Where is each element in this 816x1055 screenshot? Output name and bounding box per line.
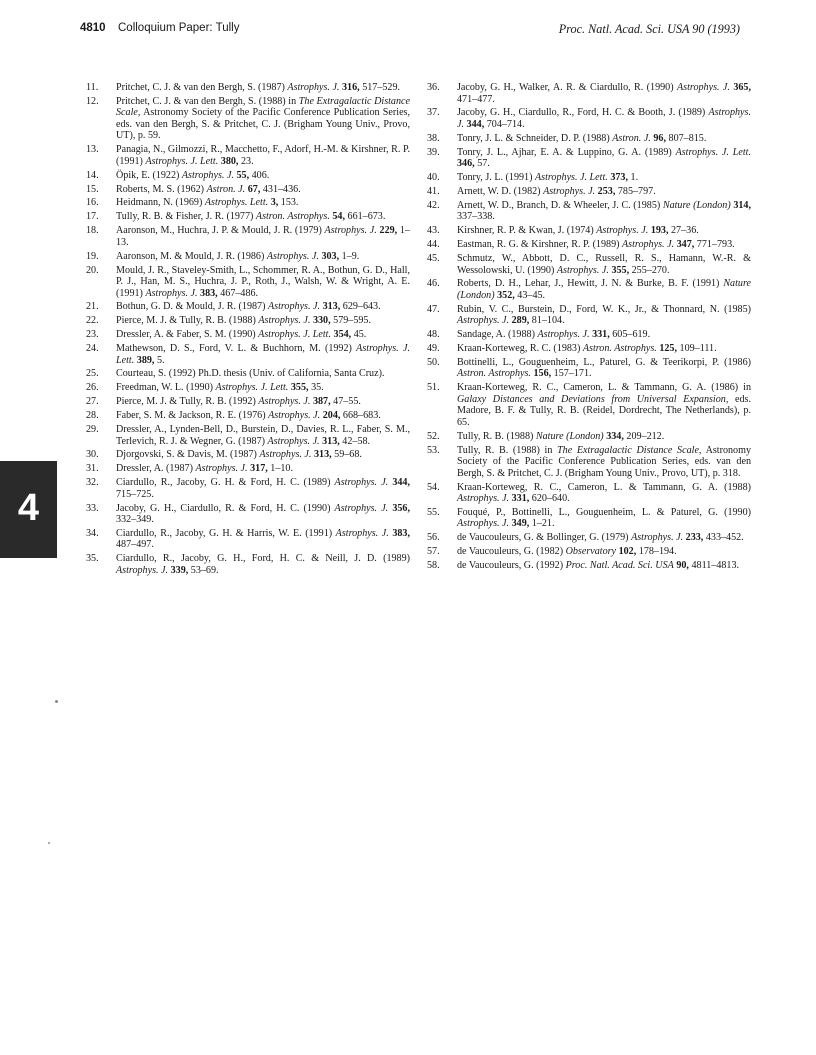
reference-number: 37. xyxy=(427,107,440,119)
reference-text: Öpik, E. (1922) Astrophys. J. 55, 406. xyxy=(116,169,270,181)
reference-entry xyxy=(78,251,410,263)
reference-text: Arnett, W. D. (1982) Astrophys. J. 253, 785–797. xyxy=(457,185,656,197)
reference-text: Djorgovski, S. & Davis, M. (1987) Astrophys. J. 313, 59–68. xyxy=(116,449,362,461)
reference-entry xyxy=(419,431,751,443)
reference-text: Aaronson, M., Huchra, J. P. & Mould, J. R. (1979) Astrophys. J. 229, 1–13. xyxy=(116,225,410,248)
reference-text: Ciardullo, R., Jacoby, G. H., Ford, H. C. & Neill, J. D. (1989) Astrophys. J. 339, 53–69. xyxy=(116,553,410,576)
reference-number: 23. xyxy=(86,329,99,341)
reference-number: 18. xyxy=(86,225,99,237)
reference-text: Mould, J. R., Staveley-Smith, L., Schommer, R. A., Bothun, G. D., Hall, P. J., Han, M. S., Huchra, J. P., Roth, J., Walsh, W. & Wright, A. E. (1991) Astrophys. J. 383, 467–486. xyxy=(116,264,410,299)
reference-entry xyxy=(78,301,410,313)
reference-entry xyxy=(419,200,751,223)
reference-entry xyxy=(419,560,751,572)
section-tab-label: 4 xyxy=(17,487,40,529)
reference-number: 45. xyxy=(427,253,440,265)
reference-entry xyxy=(78,368,410,380)
reference-text: Ciardullo, R., Jacoby, G. H. & Harris, W. E. (1991) Astrophys. J. 383, 487–497. xyxy=(116,527,410,551)
reference-number: 34. xyxy=(86,527,99,539)
reference-number: 54. xyxy=(427,481,440,493)
reference-number: 49. xyxy=(427,343,440,355)
journal-citation: Proc. Natl. Acad. Sci. USA 90 (1993) xyxy=(558,22,740,36)
reference-entry xyxy=(419,253,751,276)
reference-text: Pierce, M. J. & Tully, R. B. (1988) Astrophys. J. 330, 579–595. xyxy=(116,315,371,327)
reference-entry xyxy=(78,528,410,551)
reference-text: Jacoby, G. H., Ciardullo, R. & Ford, H. C. (1990) Astrophys. J. 356, 332–349. xyxy=(116,502,410,526)
reference-text: Jacoby, G. H., Ciardullo, R., Ford, H. C. & Booth, J. (1989) Astrophys. J. 344, 704–714. xyxy=(457,107,751,130)
reference-text: Tully, R. B. & Fisher, J. R. (1977) Astron. Astrophys. 54, 661–673. xyxy=(116,211,386,223)
reference-entry xyxy=(419,329,751,341)
reference-entry xyxy=(78,211,410,223)
reference-number: 52. xyxy=(427,430,440,442)
reference-text: de Vaucouleurs, G. (1992) Proc. Natl. Acad. Sci. USA 90, 4811–4813. xyxy=(457,560,740,572)
reference-entry xyxy=(419,532,751,544)
reference-number: 25. xyxy=(86,368,99,380)
reference-number: 28. xyxy=(86,410,99,422)
reference-entry xyxy=(419,546,751,558)
reference-entry xyxy=(419,382,751,428)
scan-mark xyxy=(55,700,58,703)
reference-text: Tully, R. B. (1988) in The Extragalactic Distance Scale, Astronomy Society of the Pacific Conference Publication Series, eds. van den Bergh, S. & Pritchet, C. J. (Brigham Young Univ., Provo, UT), p. 318. xyxy=(457,444,751,479)
reference-entry xyxy=(78,197,410,209)
reference-text: Pritchet, C. J. & van den Bergh, S. (1987) Astrophys. J. 316, 517–529. xyxy=(116,82,401,93)
reference-number: 56. xyxy=(427,532,440,544)
reference-entry xyxy=(78,343,410,366)
reference-entry xyxy=(78,424,410,447)
reference-entry xyxy=(78,329,410,341)
reference-number: 41. xyxy=(427,185,440,197)
reference-number: 13. xyxy=(86,144,99,156)
reference-number: 47. xyxy=(427,303,440,315)
reference-text: Panagia, N., Gilmozzi, R., Macchetto, F., Adorf, H.-M. & Kirshner, R. P. (1991) Astrophys. J. Lett. 380, 23. xyxy=(116,144,410,167)
reference-entry xyxy=(78,170,410,182)
reference-text: Pierce, M. J. & Tully, R. B. (1992) Astrophys. J. 387, 47–55. xyxy=(116,396,361,408)
reference-text: Mathewson, D. S., Ford, V. L. & Buchhorn, M. (1992) Astrophys. J. Lett. 389, 5. xyxy=(116,343,410,366)
running-title: Colloquium Paper: Tully xyxy=(118,22,240,34)
reference-entry xyxy=(78,225,410,248)
reference-text: Tonry, J. L., Ajhar, E. A. & Luppino, G. A. (1989) Astrophys. J. Lett. 346, 57. xyxy=(457,146,751,170)
reference-text: de Vaucouleurs, G. (1982) Observatory 102, 178–194. xyxy=(457,546,677,558)
reference-entry xyxy=(419,343,751,355)
reference-text: Rubin, V. C., Burstein, D., Ford, W. K., Jr., & Thonnard, N. (1985) Astrophys. J. 289, 81–104. xyxy=(457,303,751,327)
reference-number: 22. xyxy=(86,315,99,327)
reference-text: Bottinelli, L., Gouguenheim, L., Paturel, G. & Teerikorpi, P. (1986) Astron. Astrophys. 156, 157–171. xyxy=(457,356,751,380)
reference-entry xyxy=(419,107,751,130)
reference-number: 50. xyxy=(427,356,440,368)
reference-entry xyxy=(419,186,751,198)
reference-number: 26. xyxy=(86,382,99,394)
reference-number: 36. xyxy=(427,82,440,93)
reference-number: 20. xyxy=(86,264,99,276)
reference-text: Fouqué, P., Bottinelli, L., Gouguenheim, L. & Paturel, G. (1990) Astrophys. J. 349, 1–21. xyxy=(457,506,751,530)
reference-text: Heidmann, N. (1969) Astrophys. Lett. 3, 153. xyxy=(116,197,299,209)
reference-text: Roberts, M. S. (1962) Astron. J. 67, 431–436. xyxy=(116,183,301,195)
reference-text: Dressler, A. & Faber, S. M. (1990) Astrophys. J. Lett. 354, 45. xyxy=(116,329,367,341)
reference-number: 30. xyxy=(86,449,99,461)
reference-text: Dressler, A. (1987) Astrophys. J. 317, 1–10. xyxy=(116,463,293,475)
reference-text: Arnett, W. D., Branch, D. & Wheeler, J. C. (1985) Nature (London) 314, 337–338. xyxy=(457,199,751,223)
reference-entry xyxy=(78,449,410,461)
reference-number: 38. xyxy=(427,132,440,144)
reference-entry xyxy=(419,133,751,145)
page-number: 4810 xyxy=(80,22,106,34)
reference-text: Jacoby, G. H., Walker, A. R. & Ciardullo, R. (1990) Astrophys. J. 365, 471–477. xyxy=(457,82,751,105)
reference-entry xyxy=(419,445,751,480)
reference-entry xyxy=(78,463,410,475)
reference-entry xyxy=(419,278,751,301)
reference-text: Schmutz, W., Abbott, D. C., Russell, R. S., Hamann, W.-R. & Wessolowski, U. (1990) Astrophys. J. 355, 255–270. xyxy=(457,253,751,276)
reference-entry xyxy=(419,304,751,327)
reference-number: 24. xyxy=(86,343,99,355)
reference-number: 33. xyxy=(86,502,99,514)
reference-number: 32. xyxy=(86,477,99,489)
reference-number: 14. xyxy=(86,169,99,181)
reference-number: 58. xyxy=(427,560,440,572)
reference-entry xyxy=(419,357,751,380)
reference-entry xyxy=(78,382,410,394)
reference-entry xyxy=(78,144,410,167)
reference-text: Eastman, R. G. & Kirshner, R. P. (1989) Astrophys. J. 347, 771–793. xyxy=(457,239,735,251)
reference-text: Aaronson, M. & Mould, J. R. (1986) Astrophys. J. 303, 1–9. xyxy=(116,250,360,262)
reference-number: 29. xyxy=(86,424,99,436)
reference-number: 53. xyxy=(427,444,440,456)
reference-entry xyxy=(419,82,751,105)
reference-number: 43. xyxy=(427,225,440,237)
reference-entry xyxy=(78,82,410,94)
reference-entry xyxy=(419,225,751,237)
reference-number: 11. xyxy=(86,82,99,93)
reference-entry xyxy=(78,553,410,576)
reference-number: 51. xyxy=(427,382,440,394)
reference-text: Freedman, W. L. (1990) Astrophys. J. Lett. 355, 35. xyxy=(116,382,324,394)
reference-entry xyxy=(419,172,751,184)
reference-number: 15. xyxy=(86,183,99,195)
reference-number: 55. xyxy=(427,506,440,518)
reference-number: 31. xyxy=(86,463,99,475)
reference-text: Bothun, G. D. & Mould, J. R. (1987) Astrophys. J. 313, 629–643. xyxy=(116,301,381,313)
reference-number: 40. xyxy=(427,172,440,184)
section-tab xyxy=(0,461,57,558)
reference-text: Kraan-Korteweg, R. C., Cameron, L. & Tammann, G. A. (1988) Astrophys. J. 331, 620–640. xyxy=(457,481,751,505)
page-header xyxy=(80,21,740,41)
reference-text: Roberts, D. H., Lehar, J., Hewitt, J. N. & Burke, B. F. (1991) Nature (London) 352, 43–45. xyxy=(457,278,751,301)
reference-number: 21. xyxy=(86,301,99,313)
reference-number: 19. xyxy=(86,250,99,262)
reference-text: Kirshner, R. P. & Kwan, J. (1974) Astrophys. J. 193, 27–36. xyxy=(457,225,699,237)
references-right-column xyxy=(419,82,751,574)
reference-entry xyxy=(419,507,751,530)
scan-mark xyxy=(48,842,50,844)
reference-number: 44. xyxy=(427,239,440,251)
reference-entry xyxy=(78,503,410,526)
reference-entry xyxy=(419,147,751,170)
reference-number: 16. xyxy=(86,197,99,209)
reference-text: Tonry, J. L. (1991) Astrophys. J. Lett. 373, 1. xyxy=(457,172,639,184)
reference-entry xyxy=(78,315,410,327)
reference-number: 17. xyxy=(86,211,99,223)
reference-number: 57. xyxy=(427,546,440,558)
reference-text: Tully, R. B. (1988) Nature (London) 334, 209–212. xyxy=(457,430,665,442)
reference-number: 42. xyxy=(427,199,440,211)
reference-number: 46. xyxy=(427,278,440,290)
reference-entry xyxy=(419,482,751,505)
reference-text: Dressler, A., Lynden-Bell, D., Burstein, D., Davies, R. L., Faber, S. M., Terlevich, R. J. & Wegner, G. (1987) Astrophys. J. 313, 42–58. xyxy=(116,424,410,447)
reference-text: Courteau, S. (1992) Ph.D. thesis (Univ. of California, Santa Cruz). xyxy=(116,368,385,380)
reference-entry xyxy=(419,239,751,251)
reference-text: Kraan-Korteweg, R. C. (1983) Astron. Astrophys. 125, 109–111. xyxy=(457,343,717,355)
reference-number: 48. xyxy=(427,329,440,341)
reference-text: Ciardullo, R., Jacoby, G. H. & Ford, H. C. (1989) Astrophys. J. 344, 715–725. xyxy=(116,477,410,500)
reference-number: 27. xyxy=(86,396,99,408)
reference-entry xyxy=(78,477,410,500)
reference-entry xyxy=(78,410,410,422)
reference-text: de Vaucouleurs, G. & Bollinger, G. (1979) Astrophys. J. 233, 433–452. xyxy=(457,532,744,544)
reference-text: Faber, S. M. & Jackson, R. E. (1976) Astrophys. J. 204, 668–683. xyxy=(116,410,381,422)
reference-text: Pritchet, C. J. & van den Bergh, S. (1988) in The Extragalactic Distance Scale, Astronomy Society of the Pacific Conference Publication Series, eds. van den Bergh, S. & Pritchet, C. J. (Brigham Young Univ., Provo, UT), p. 59. xyxy=(116,95,410,142)
reference-entry xyxy=(78,96,410,142)
reference-text: Kraan-Korteweg, R. C., Cameron, L. & Tammann, G. A. (1986) in Galaxy Distances and Deviations from Universal Expansion, eds. Madore, B. F. & Tully, R. B. (Reidel, Dordrecht, The Netherlands), p. 65. xyxy=(457,382,751,428)
reference-text: Sandage, A. (1988) Astrophys. J. 331, 605–619. xyxy=(457,329,651,341)
reference-entry xyxy=(78,184,410,196)
references-left-column xyxy=(78,82,410,579)
reference-entry xyxy=(78,265,410,300)
reference-number: 12. xyxy=(86,95,99,107)
reference-number: 39. xyxy=(427,146,440,158)
reference-entry xyxy=(78,396,410,408)
reference-text: Tonry, J. L. & Schneider, D. P. (1988) Astron. J. 96, 807–815. xyxy=(457,132,707,144)
reference-number: 35. xyxy=(86,553,99,565)
